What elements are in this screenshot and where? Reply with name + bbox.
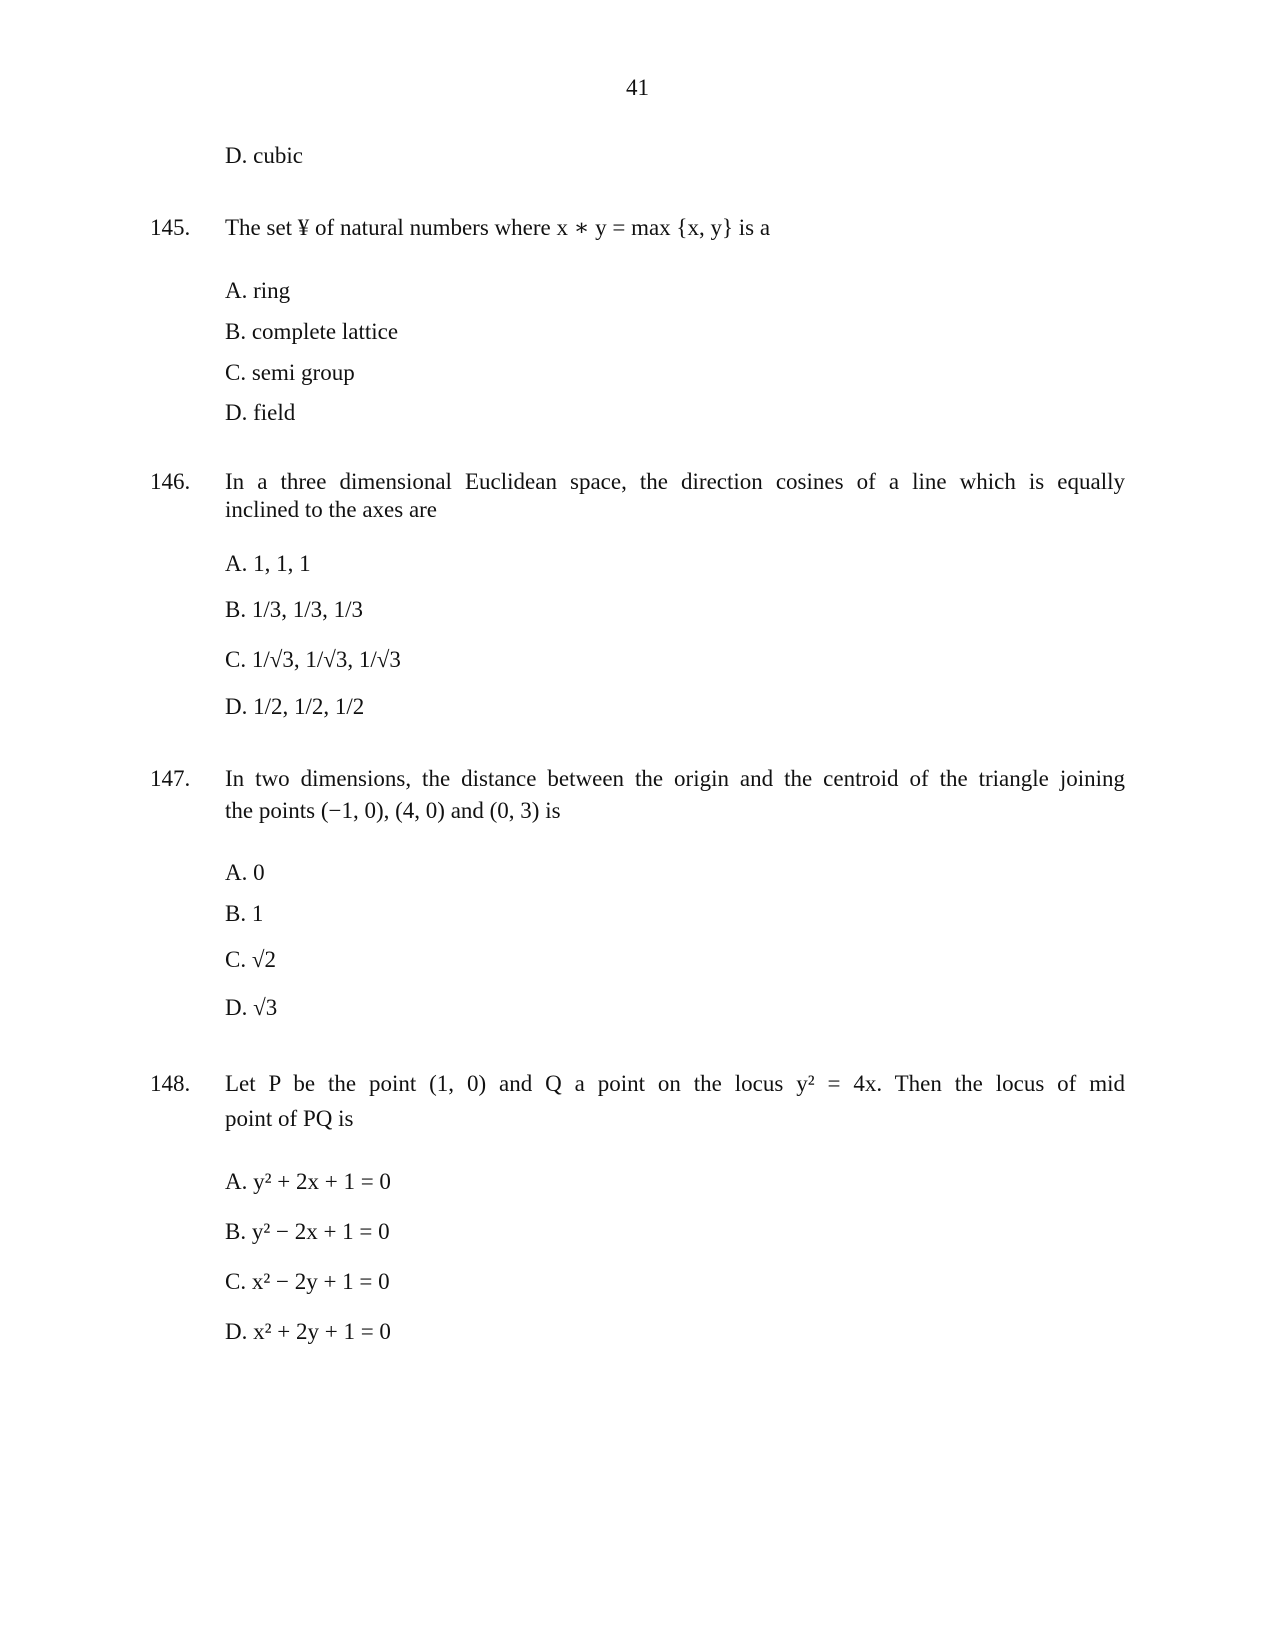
option-148-d: D. x² + 2y + 1 = 0 xyxy=(225,1319,391,1344)
option-148-a: A. y² + 2x + 1 = 0 xyxy=(225,1169,391,1194)
option-146-a: A. 1, 1, 1 xyxy=(225,551,311,576)
option-148-c: C. x² − 2y + 1 = 0 xyxy=(225,1269,390,1294)
option-147-c: C. √2 xyxy=(225,947,276,972)
question-text-145: The set ¥ of natural numbers where x ∗ y = max {x, y} is a xyxy=(225,215,771,240)
question-text-147-line2: the points (−1, 0), (4, 0) and (0, 3) is xyxy=(225,798,561,823)
question-text-146-line1: In a three dimensional Euclidean space, the direction cosines of a line which is equally xyxy=(225,469,1125,494)
question-text-146-line2: inclined to the axes are xyxy=(225,497,438,522)
option-146-d: D. 1/2, 1/2, 1/2 xyxy=(225,694,365,719)
option-147-d: D. √3 xyxy=(225,995,278,1020)
option-145-c: C. semi group xyxy=(225,360,355,385)
option-145-d: D. field xyxy=(225,400,296,425)
option-147-b: B. 1 xyxy=(225,901,264,926)
option-146-c: C. 1/√3, 1/√3, 1/√3 xyxy=(225,647,401,672)
option-145-b: B. complete lattice xyxy=(225,319,399,344)
question-number-148: 148. xyxy=(150,1071,191,1096)
option-147-a: A. 0 xyxy=(225,860,265,885)
question-text-148-line1: Let P be the point (1, 0) and Q a point on the locus y² = 4x. Then the locus of mid xyxy=(225,1071,1125,1096)
question-number-145: 145. xyxy=(150,215,191,240)
option-146-b: B. 1/3, 1/3, 1/3 xyxy=(225,597,364,622)
question-number-147: 147. xyxy=(150,766,191,791)
question-text-148-line2: point of PQ is xyxy=(225,1106,354,1131)
page-number: 41 xyxy=(626,75,649,100)
option-148-b: B. y² − 2x + 1 = 0 xyxy=(225,1219,390,1244)
option-145-a: A. ring xyxy=(225,278,291,303)
option-d-prev: D. cubic xyxy=(225,143,303,168)
question-number-146: 146. xyxy=(150,469,191,494)
question-text-147-line1: In two dimensions, the distance between the origin and the centroid of the triangle joining xyxy=(225,766,1125,791)
